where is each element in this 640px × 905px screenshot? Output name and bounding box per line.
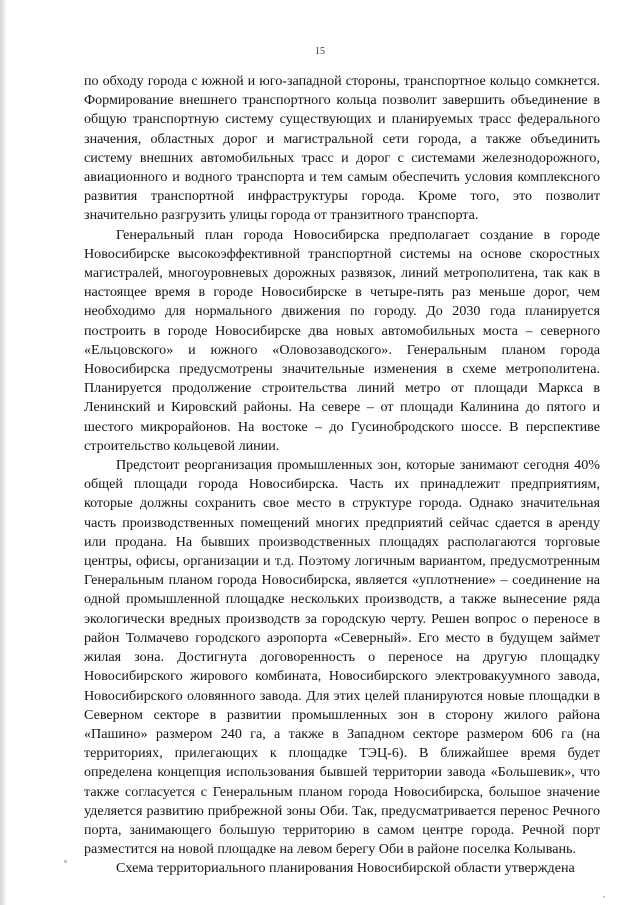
paragraph: Генеральный план города Новосибирска предполагает создание в городе Новосибирске высокоэффективной транспортной системы на основе скоростных магистралей, многоуровневых дорожных развязок, линий метрополитена, так как в настоящее время в городе Новосибирске в четыре-пять раз меньше дорог, чем необходимо для нормального движения по городу. До 2030 года планируется построить в городе Новосибирске два новых автомобильных моста – северного «Ельцовского» и южного «Оловозаводского». Генеральным планом города Новосибирска предусмотрены значительные изменения в схеме метрополитена. Планируется продолжение строительства линий метро от площади Маркса в Ленинский и Кировский районы. На севере – от площади Калинина до пятого и шестого микрорайонов. На востоке – до Гусинобродского шоссе. В перспективе строительство кольцевой линии. [84,226,600,454]
scan-edge [0,0,7,905]
scan-speck [603,896,605,898]
scan-speck [64,860,67,863]
paragraph: Предстоит реорганизация промышленных зон, которые занимают сегодня 40% общей площади города Новосибирска. Часть их принадлежит предприятиям, которые должны сохранить свое место в структуре города. Однако значительная часть производственных помещений многих предприятий сейчас сдается в аренду или продана. На бывших производственных площадях располагаются торговые центры, офисы, организации и т.д. Поэтому логичным вариантом, предусмотренным Генеральным планом города Новосибирска, является «уплотнение» – соединение на одной промышленной площадке нескольких производств, а также вынесение ряда экологически вредных производств за городскую черту. Решен вопрос о переносе в район Толмачево городского аэропорта «Северный». Его место в будущем займет жилая зона. Достигнута договоренность о переносе на другую площадку Новосибирского жирового комбината, Новосибирского электровакуумного завода, Новосибирского оловянного завода. Для этих целей планируются новые площадки в Северном секторе в развитии промышленных зон в сторону жилого района «Пашино» размером 240 га, а также в Западном секторе размером 606 га (на территориях, прилегающих к площадке ТЭЦ-6). В ближайшее время будет определена концепция использования бывшей территории завода «Большевик», что также согласуется с Генеральным планом города Новосибирска, большое значение уделяется развитию прибрежной зоны Оби. Так, предусматривается перенос Речного порта, занимающего большую территорию в самом центре города. Речной порт разместится на новой площадке на левом берегу Оби в районе поселка Колывань. [84,457,600,858]
page-number: 15 [315,46,325,57]
document-body [84,72,600,879]
paragraph: Схема территориального планирования Новосибирской области утверждена [116,860,575,877]
paragraph: по обходу города с южной и юго-западной стороны, транспортное кольцо сомкнется. Формирование внешнего транспортного кольца позволит завершить объединение в общую транспортную систему существующих и планируемых трасс федерального значения, областных дорог и магистральной сети города, а также объединить систему внешних автомобильных трасс и дорог с системами железнодорожного, авиационного и водного транспорта и тем самым обеспечить условия комплексного развития транспортной инфраструктуры города. Кроме того, это позволит значительно разгрузить улицы города от транзитного транспорта. [84,73,600,224]
